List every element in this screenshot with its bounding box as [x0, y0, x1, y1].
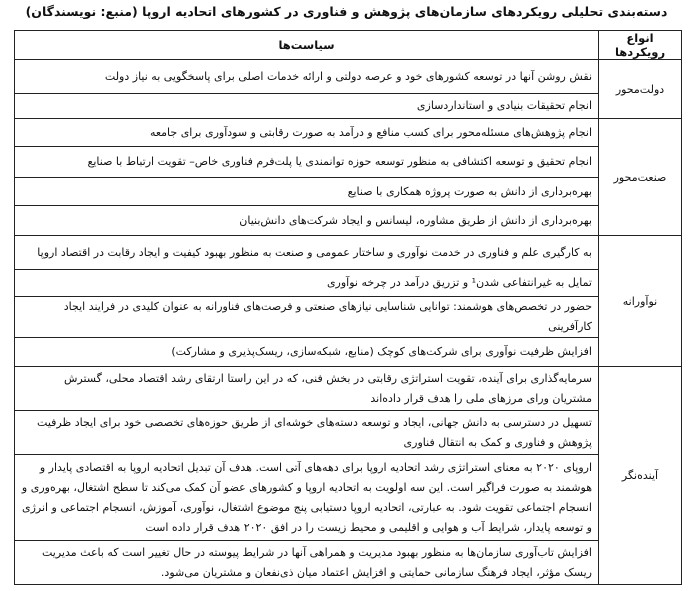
table-row: [15, 119, 682, 147]
policy-cell: تسهیل در دسترسی به دانش جهانی، ایجاد و توسعه دسته‌های خوشه‌ای از طریق حوزه‌های تخصصی خود برای ایجاد ظرفیت پژوهش و فناوری و کمک به انتقال فناوری: [15, 411, 599, 455]
policy-cell: نقش روشن آنها در توسعه کشورهای خود و عرصه دولتی و ارائه خدمات اصلی برای پاسخگویی به نیاز دولت: [15, 60, 599, 94]
header-row: [15, 31, 682, 60]
table-row: [15, 236, 682, 270]
table-row: [15, 541, 682, 585]
policy-cell: حضور در تخصص‌های هوشمند: توانایی شناسایی نیازهای صنعتی و فرصت‌های فناورانه به عنوان کلیدی در فرایند ایجاد کارآفرینی: [15, 297, 599, 338]
header-policies: سیاست‌ها: [15, 31, 599, 60]
policy-cell: انجام تحقیقات بنیادی و استانداردسازی: [15, 94, 599, 119]
type-innovative: نوآورانه: [599, 236, 682, 367]
table-row: [15, 270, 682, 297]
policy-cell: انجام پژوهش‌های مسئله‌محور برای کسب منافع و درآمد به صورت رقابتی و سودآوری برای جامعه: [15, 119, 599, 147]
table-row: [15, 411, 682, 455]
policy-cell: به کارگیری علم و فناوری در خدمت نوآوری و ساختار عمومی و صنعت به منظور بهبود کیفیت و ایجاد رقابت در اقتصاد اروپا: [15, 236, 599, 270]
header-approach-types: انواع رویکردها: [599, 31, 682, 60]
table-row: [15, 206, 682, 236]
table-row: [15, 367, 682, 411]
type-industry-oriented: صنعت‌محور: [599, 119, 682, 236]
table-row: [15, 338, 682, 367]
approaches-table: [14, 30, 682, 585]
policy-cell: بهره‌برداری از دانش از طریق مشاوره، لیسانس و ایجاد شرکت‌های دانش‌بنیان: [15, 206, 599, 236]
policy-cell: بهره‌برداری از دانش به صورت پروژه همکاری با صنایع: [15, 178, 599, 206]
type-future-oriented: آینده‌نگر: [599, 367, 682, 585]
table-row: [15, 60, 682, 94]
policy-cell: افزایش ظرفیت نوآوری برای شرکت‌های کوچک (منابع، شبکه‌سازی، ریسک‌پذیری و مشارکت): [15, 338, 599, 367]
policy-cell: انجام تحقیق و توسعه اکتشافی به منظور توسعه حوزه توانمندی یا پلت‌فرم فناوری خاص– تقویت ارتباط با صنایع: [15, 147, 599, 178]
table-row: [15, 147, 682, 178]
table-row: [15, 297, 682, 338]
policy-cell: افزایش تاب‌آوری سازمان‌ها به منظور بهبود مدیریت و همراهی آنها در شرایط پیوسته در حال تغییر است که باعث مدیریت ریسک مؤثر، ایجاد فرهنگ سازمانی حمایتی و افزایش اعتماد میان ذی‌نفعان و مشتریان می‌شود.: [15, 541, 599, 585]
policy-cell: سرمایه‌گذاری برای آینده، تقویت استراتژی رقابتی در بخش فنی، که در این راستا ارتقای رشد اقتصاد محلی، گسترش مشتریان ورای مرزهای ملی را هدف قرار داده‌اند: [15, 367, 599, 411]
table-row: [15, 455, 682, 541]
table-row: [15, 178, 682, 206]
policy-cell: تمایل به غیرانتفاعی شدن¹ و تزریق درآمد در چرخه نوآوری: [15, 270, 599, 297]
type-government-oriented: دولت‌محور: [599, 60, 682, 119]
policy-cell: اروپای ۲۰۲۰ به معنای استراتژی رشد اتحادیه اروپا برای دهه‌های آتی است. هدف آن تبدیل اتحادیه اروپا به اقتصادی پایدار و هوشمند به صورت فراگیر است. این سه اولویت به اتحادیه اروپا و کشورهای عضو آن کمک می‌کند تا سطح اشتغال، بهره‌وری و انسجام اجتماعی تقویت شود. به عبارتی، اتحادیه اروپا دستیابی پنج موضوع اشتغال، نوآوری، آموزش، انسجام اجتماعی و انرژی و توسعه پایدار، شرایط آب و هوایی و اقلیمی و محیط زیست را در افق ۲۰۲۰ هدف قرار داده است: [15, 455, 599, 541]
table-caption: دسته‌بندی تحلیلی رویکردهای سازمان‌های پژوهش و فناوری در کشورهای اتحادیه اروپا (منبع: نویسندگان): [25, 4, 668, 19]
table-row: [15, 94, 682, 119]
